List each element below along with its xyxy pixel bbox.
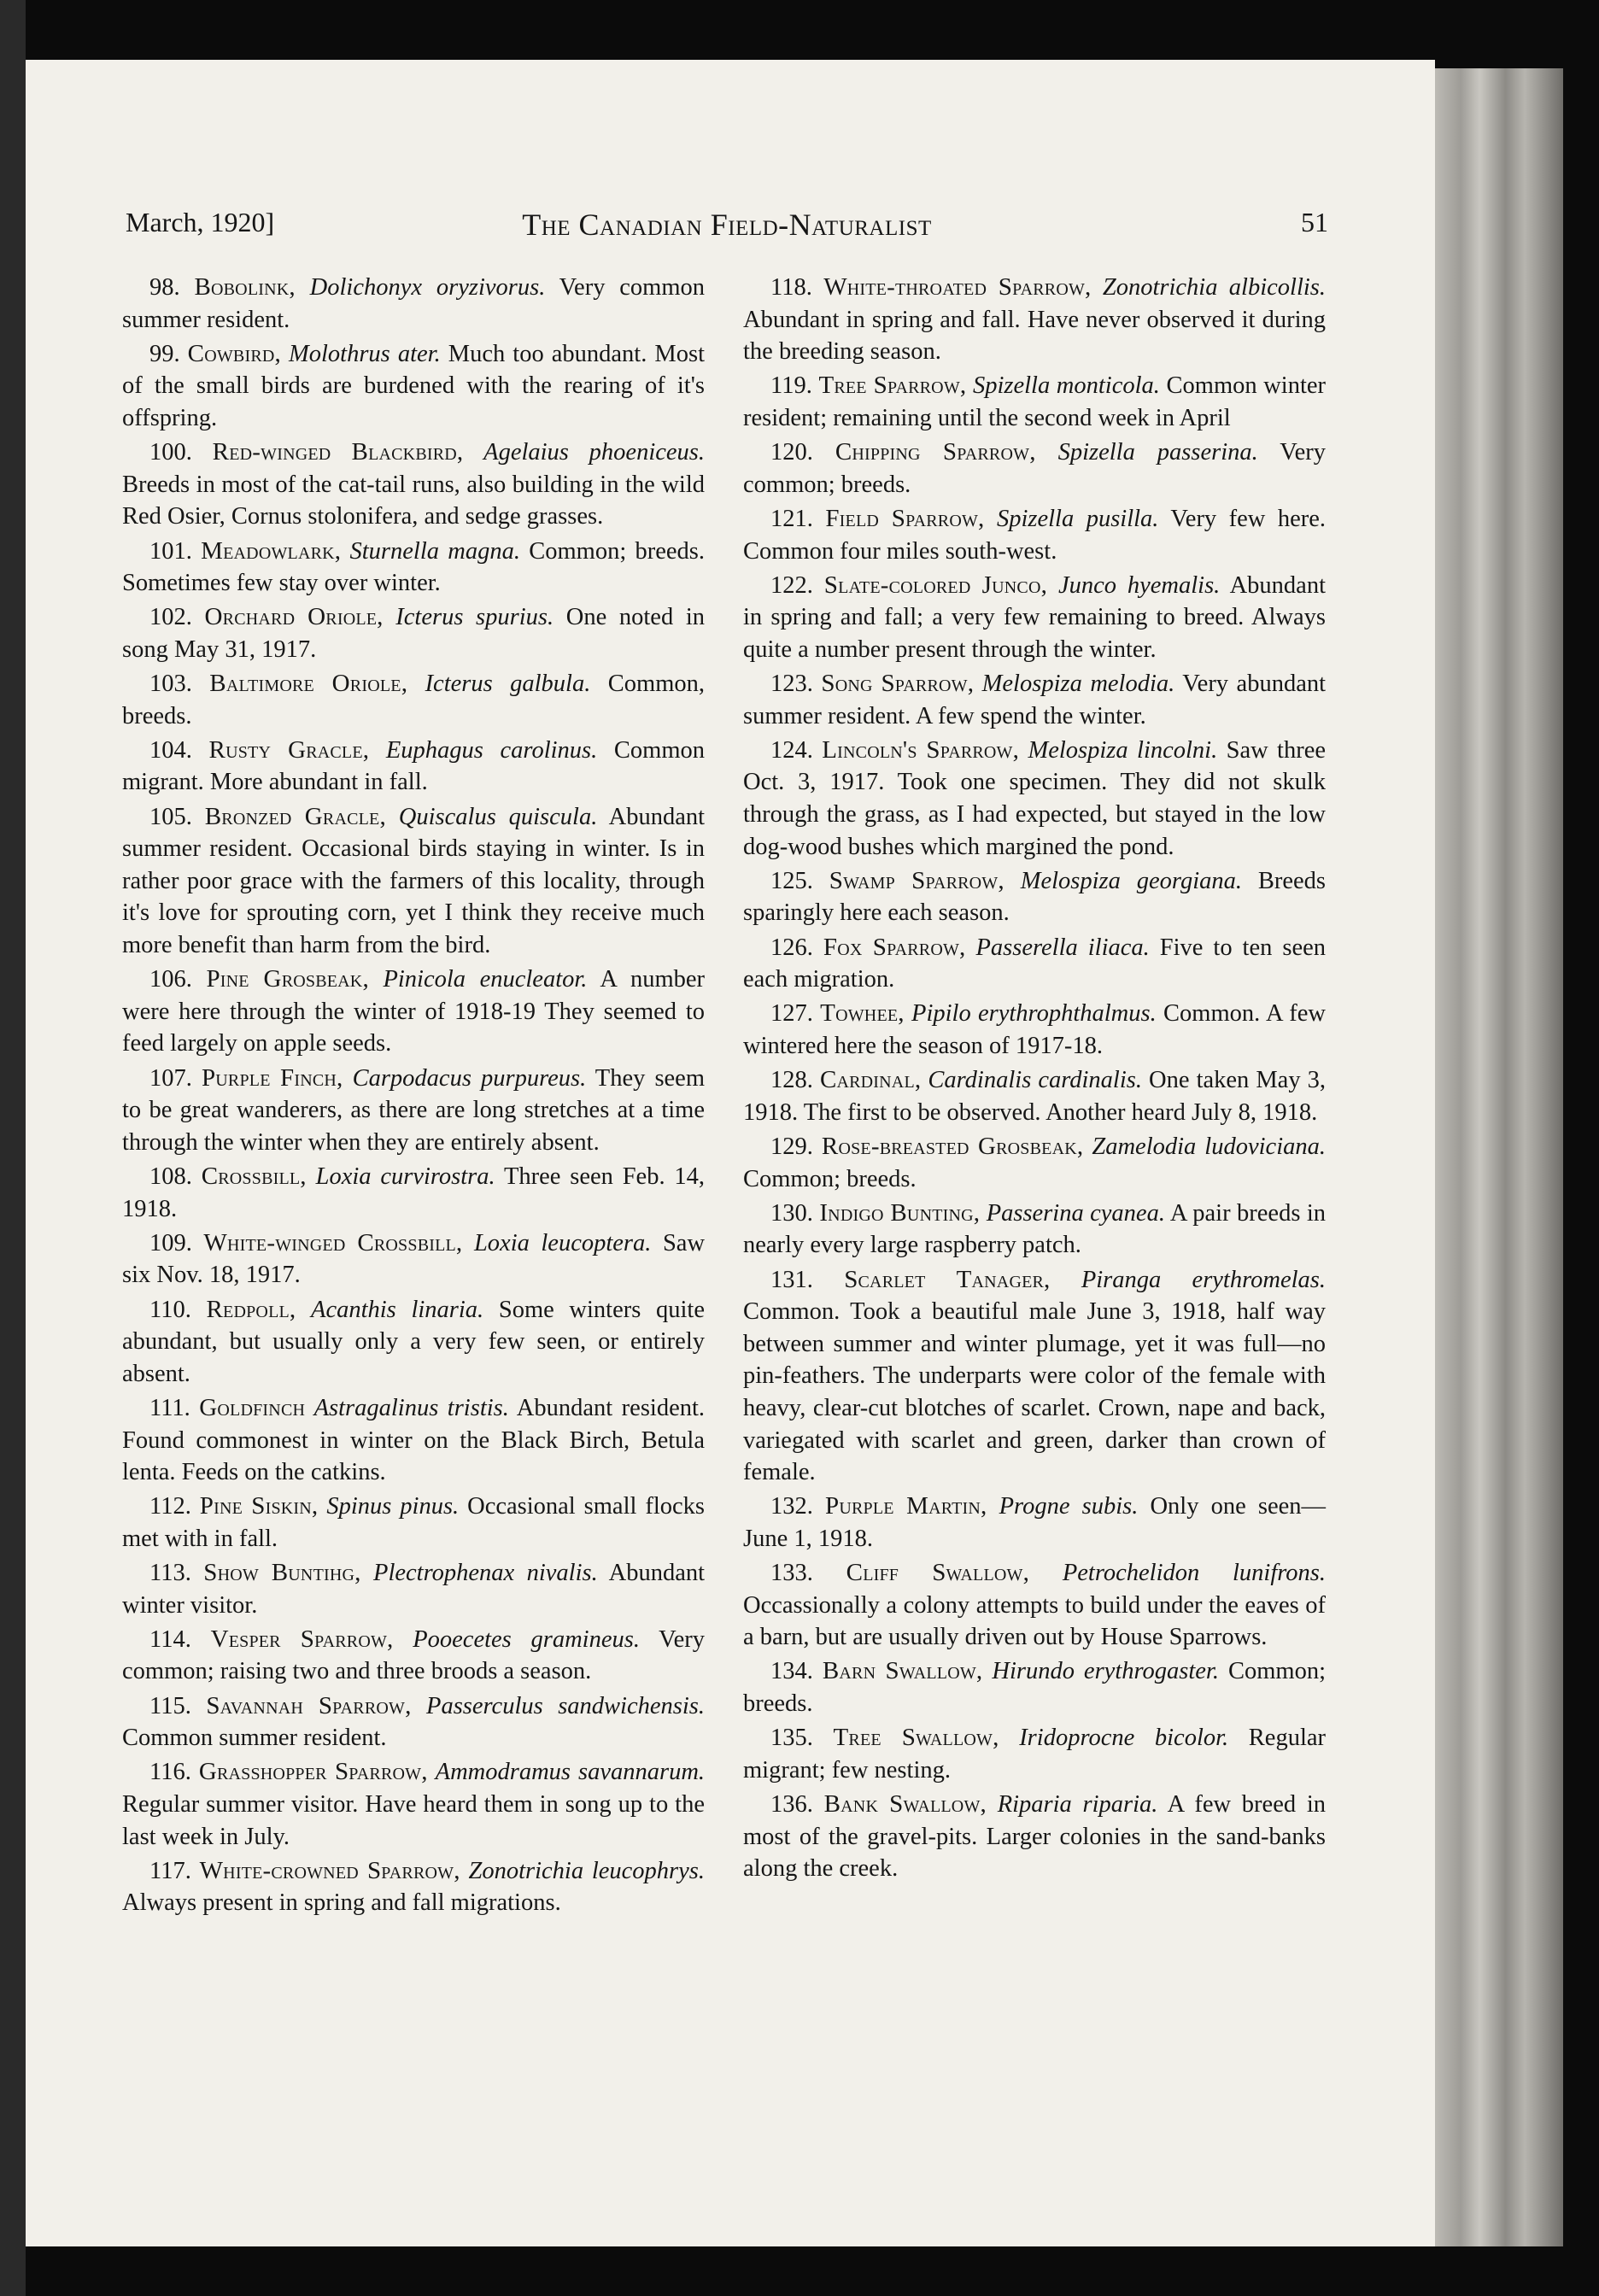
scientific-name: Progne subis. <box>999 1493 1139 1520</box>
entry-number: 128. <box>770 1067 813 1094</box>
scientific-name: Spinus pinus. <box>326 1493 460 1520</box>
entry-number: 136. <box>770 1791 813 1818</box>
entry-number: 126. <box>770 934 813 961</box>
common-name: Swamp Sparrow, <box>829 866 1004 894</box>
common-name: Meadowlark, <box>201 536 342 565</box>
common-name: Bobolink, <box>194 273 296 301</box>
scientific-name: Melospiza georgiana. <box>1020 867 1242 894</box>
right-column <box>743 272 1326 1887</box>
entry-text: Common migrant. More abundant in fall. <box>122 736 706 796</box>
species-entry <box>122 536 705 600</box>
entry-text: One noted in song May 31, 1917. <box>122 604 705 663</box>
species-entry <box>743 1131 1326 1195</box>
common-name: Barn Swallow, <box>822 1657 983 1685</box>
species-entry <box>122 1294 705 1391</box>
scientific-name: Euphagus carolinus. <box>385 736 598 764</box>
left-column <box>122 272 705 1922</box>
species-entry <box>122 1227 705 1292</box>
species-entry <box>743 272 1326 368</box>
common-name: White-crowned Sparrow, <box>199 1856 460 1884</box>
entry-number: 115. <box>149 1692 191 1719</box>
entry-text: A number were here through the winter of 1918-19 They seemed to feed largely on apple seeds. <box>122 966 706 1057</box>
entry-text: Breeds sparingly here each season. <box>743 867 1327 927</box>
entry-number: 125. <box>770 867 813 894</box>
entry-number: 106. <box>149 966 192 993</box>
entry-text: One taken May 3, 1918. The first to be observed. Another heard July 8, 1918. <box>743 1067 1327 1126</box>
common-name: Grasshopper Sparrow, <box>198 1758 428 1786</box>
species-entry <box>122 436 705 533</box>
scientific-name: Agelaius phoeniceus. <box>483 439 706 466</box>
common-name: Song Sparrow, <box>821 670 975 698</box>
species-entry <box>122 1624 705 1688</box>
species-entry <box>743 932 1326 996</box>
species-entry <box>743 1789 1326 1885</box>
entry-text: Breeds in most of the cat-tail runs, also building in the wild Red Osier, Cornus stolonifera, and sedge grasses. <box>122 471 705 530</box>
entry-number: 99. <box>149 340 180 367</box>
species-entry <box>122 1161 705 1225</box>
entry-number: 104. <box>149 736 192 764</box>
scientific-name: Zonotrichia albicollis. <box>1102 274 1327 301</box>
entry-number: 120. <box>770 439 813 466</box>
entry-text: Common; breeds. Sometimes few stay over winter. <box>122 537 706 597</box>
scientific-name: Sturnella magna. <box>349 537 520 565</box>
entry-number: 105. <box>149 803 192 830</box>
entry-text: Very common; raising two and three broods a season. <box>122 1625 705 1685</box>
species-entry <box>122 1491 705 1555</box>
common-name: Field Sparrow, <box>825 504 985 532</box>
species-entry <box>743 1064 1326 1128</box>
species-entry <box>122 1756 705 1853</box>
scientific-name: Spizella pusilla. <box>996 505 1159 532</box>
entry-number: 102. <box>149 604 192 631</box>
common-name: Redpoll, <box>206 1295 296 1323</box>
entry-text: Regular summer visitor. Have heard them in song up to the last week in July. <box>122 1791 705 1850</box>
scientific-name: Hirundo erythrogaster. <box>992 1658 1219 1685</box>
entry-number: 133. <box>770 1560 813 1587</box>
scientific-name: Pooecetes gramineus. <box>413 1625 640 1653</box>
entry-number: 100. <box>149 439 192 466</box>
entry-text: Very common summer resident. <box>122 274 706 333</box>
scientific-name: Plectrophenax nivalis. <box>373 1560 598 1587</box>
common-name: Red-winged Blackbird, <box>212 438 464 466</box>
common-name: Scarlet Tanager, <box>844 1265 1051 1293</box>
header-date: March, 1920] <box>126 207 275 237</box>
common-name: Crossbill, <box>201 1162 307 1190</box>
entry-text: Much too abundant. Most of the small birds are burdened with the rearing of it's offspring. <box>122 340 705 431</box>
species-entry <box>743 865 1326 929</box>
scientific-name: Quiscalus quiscula. <box>398 803 598 830</box>
entry-text: Abundant resident. Found commonest in winter on the Black Birch, Betula lenta. Feeds on the catkins. <box>122 1394 706 1486</box>
common-name: Vesper Sparrow, <box>210 1625 394 1653</box>
entry-number: 103. <box>149 671 192 698</box>
species-entry <box>743 436 1326 501</box>
common-name: Pine Siskin, <box>199 1492 319 1520</box>
entry-text: Five to ten seen each migration. <box>743 934 1326 993</box>
entry-text: Some winters quite abundant, but usually only a very few seen, or entirely absent. <box>122 1296 705 1387</box>
entry-number: 110. <box>149 1296 191 1323</box>
scientific-name: Icterus galbula. <box>425 671 591 698</box>
entry-text: Occasional small flocks met with in fall. <box>122 1493 705 1552</box>
species-entry <box>743 1491 1326 1555</box>
scientific-name: Melospiza melodia. <box>981 671 1175 698</box>
scientific-name: Zamelodia ludoviciana. <box>1092 1133 1326 1160</box>
common-name: Tree Swallow, <box>833 1724 999 1752</box>
species-entry <box>122 1063 705 1159</box>
common-name: Pine Grosbeak, <box>206 965 369 993</box>
entry-text: Abundant in spring and fall. Have never observed it during the breeding season. <box>743 306 1326 366</box>
entry-text: Abundant summer resident. Occasional birds staying in winter. Is in rather poor grace with the farmers of this locality, through it's love for sprouting corn, yet I think they receive much more benefit than harm from the bird. <box>122 803 706 959</box>
entry-number: 107. <box>149 1064 192 1092</box>
entry-number: 117. <box>149 1857 191 1884</box>
common-name: Cowbird, <box>187 339 281 367</box>
scientific-name: Iridoprocne bicolor. <box>1019 1725 1229 1752</box>
scientific-name: Loxia leucoptera. <box>473 1229 652 1256</box>
entry-number: 116. <box>149 1759 191 1786</box>
scientific-name: Petrochelidon lunifrons. <box>1062 1560 1327 1587</box>
scientific-name: Pipilo erythrophthalmus. <box>911 1000 1157 1028</box>
common-name: Rusty Gracle, <box>208 735 370 764</box>
species-entry <box>122 1690 705 1754</box>
entry-number: 129. <box>770 1133 813 1160</box>
common-name: Bronzed Gracle, <box>204 802 386 830</box>
common-name: Bank Swallow, <box>823 1790 987 1818</box>
common-name: Purple Finch, <box>201 1063 343 1092</box>
entry-number: 111. <box>149 1394 190 1421</box>
common-name: Orchard Oriole, <box>204 603 384 631</box>
scientific-name: Passerella iliaca. <box>975 934 1150 961</box>
scientific-name: Dolichonyx oryzivorus. <box>309 274 546 301</box>
common-name: Slate-colored Junco, <box>823 571 1048 599</box>
entry-number: 119. <box>770 372 812 400</box>
species-entry <box>743 570 1326 666</box>
species-entry <box>122 735 705 799</box>
scientific-name: Piranga erythromelas. <box>1081 1266 1326 1293</box>
entry-text: Common. Took a beautiful male June 3, 1918, half way between summer and winter plumage, yet it was full—no pin-feathers. The underparts were color of the female with heavy, clear-cut blotches of scarlet. Crown, nape and back, variegated with scarlet and green, darker than crown of female. <box>743 1298 1326 1486</box>
species-entry <box>743 735 1326 863</box>
species-entry <box>743 370 1326 434</box>
scientific-name: Astragalinus tristis. <box>313 1394 509 1421</box>
species-entry <box>122 601 705 665</box>
entry-number: 134. <box>770 1658 813 1685</box>
entry-number: 108. <box>149 1163 192 1190</box>
species-entry <box>743 503 1326 567</box>
common-name: White-throated Sparrow, <box>823 273 1092 301</box>
entry-text: Saw six Nov. 18, 1917. <box>122 1229 706 1289</box>
scientific-name: Spizella monticola. <box>972 372 1160 400</box>
species-entry <box>743 1198 1326 1262</box>
entry-text: Abundant winter visitor. <box>122 1560 706 1619</box>
species-entry <box>743 1557 1326 1654</box>
species-entry <box>122 964 705 1060</box>
entry-number: 112. <box>149 1493 191 1520</box>
scientific-name: Passerina cyanea. <box>986 1199 1165 1227</box>
entry-number: 121. <box>770 505 813 532</box>
common-name: White-winged Crossbill, <box>203 1228 463 1256</box>
species-entry <box>122 1557 705 1621</box>
scientific-name: Melospiza lincolni. <box>1028 736 1218 764</box>
common-name: Lincoln's Sparrow, <box>822 735 1020 764</box>
entry-number: 123. <box>770 671 813 698</box>
common-name: Savannah Sparrow, <box>206 1691 412 1719</box>
entry-text: They seem to be great wanderers, as there are long stretches at a time through the winter when they are entirely absent. <box>122 1064 706 1156</box>
common-name: Goldfinch <box>199 1393 306 1421</box>
species-entry <box>122 1392 705 1489</box>
entry-text: Occassionally a colony attempts to build under the eaves of a barn, but are usually driven out by House Sparrows. <box>743 1591 1326 1651</box>
entry-text: Common, breeds. <box>122 671 705 729</box>
entry-text: Regular migrant; few nesting. <box>743 1725 1327 1784</box>
scientific-name: Spizella passerina. <box>1057 439 1258 466</box>
species-entry <box>743 1655 1326 1719</box>
species-entry <box>743 668 1326 732</box>
common-name: Rose-breasted Grosbeak, <box>821 1132 1084 1160</box>
common-name: Fox Sparrow, <box>823 933 966 961</box>
common-name: Baltimore Oriole, <box>209 670 408 698</box>
species-entry <box>122 338 705 435</box>
entry-text: Very common; breeds. <box>743 439 1327 498</box>
entry-text: Common; breeds. <box>743 1165 917 1192</box>
entry-text: Very few here. Common four miles south-west. <box>743 505 1327 565</box>
page-number: 51 <box>1301 207 1328 237</box>
scientific-name: Junco hyemalis. <box>1057 571 1221 599</box>
scientific-name: Icterus spurius. <box>395 604 554 631</box>
entry-number: 98. <box>149 274 180 301</box>
scientific-name: Loxia curvirostra. <box>315 1163 495 1190</box>
species-entry <box>122 668 705 732</box>
entry-text: Common. A few wintered here the season of 1917-18. <box>743 1000 1326 1059</box>
entry-number: 122. <box>770 571 813 599</box>
entry-number: 130. <box>770 1199 813 1227</box>
scientific-name: Ammodramus savannarum. <box>435 1759 706 1786</box>
common-name: Towhee, <box>820 999 905 1028</box>
scientific-name: Zonotrichia leucophrys. <box>468 1857 706 1884</box>
species-entry <box>122 272 705 336</box>
scientific-name: Riparia riparia. <box>997 1791 1158 1818</box>
entry-text: Only one seen—June 1, 1918. <box>743 1493 1327 1552</box>
common-name: Tree Sparrow, <box>818 372 967 400</box>
entry-text: A few breed in most of the gravel-pits. Larger colonies in the sand-banks along the creek. <box>743 1791 1326 1883</box>
scientific-name: Molothrus ater. <box>289 340 441 367</box>
entry-text: Saw three Oct. 3, 1917. Took one specimen. They did not skulk through the grass, as I had expected, but stayed in the low dog-wood bushes which margined the pond. <box>743 736 1327 860</box>
scientific-name: Pinicola enucleator. <box>383 966 588 993</box>
book-binding <box>0 0 26 2296</box>
common-name: Show Buntihg, <box>203 1559 361 1587</box>
entry-number: 131. <box>770 1266 813 1293</box>
common-name: Cliff Swallow, <box>846 1559 1030 1587</box>
entry-number: 124. <box>770 736 813 764</box>
species-entry <box>122 801 705 962</box>
scientific-name: Cardinalis cardinalis. <box>928 1067 1142 1094</box>
entry-number: 132. <box>770 1493 813 1520</box>
common-name: Purple Martin, <box>825 1492 987 1520</box>
scientific-name: Acanthis linaria. <box>311 1296 484 1323</box>
entry-text: Common; breeds. <box>743 1658 1326 1718</box>
entry-text: A pair breeds in nearly every large raspberry patch. <box>743 1199 1327 1259</box>
entry-number: 101. <box>149 537 192 565</box>
common-name: Cardinal, <box>819 1066 922 1094</box>
entry-text: Abundant in spring and fall; a very few remaining to breed. Always quite a number present through the winter. <box>743 571 1326 663</box>
common-name: Indigo Bunting, <box>819 1198 981 1227</box>
entry-number: 118. <box>770 274 812 301</box>
scientific-name: Carpodacus purpureus. <box>352 1064 587 1092</box>
entry-number: 113. <box>149 1560 191 1587</box>
entry-text: Three seen Feb. 14, 1918. <box>122 1163 706 1222</box>
species-entry <box>743 998 1326 1062</box>
journal-title: The Canadian Field-Naturalist <box>522 208 932 242</box>
page-edges <box>1435 68 1563 2246</box>
entry-text: Very abundant summer resident. A few spend the winter. <box>743 671 1327 729</box>
species-entry <box>122 1855 705 1919</box>
entry-number: 114. <box>149 1625 191 1653</box>
entry-text: Common summer resident. <box>122 1725 387 1752</box>
scientific-name: Passerculus sandwichensis. <box>426 1692 705 1719</box>
species-entry <box>743 1722 1326 1786</box>
entry-number: 135. <box>770 1725 813 1752</box>
common-name: Chipping Sparrow, <box>835 438 1036 466</box>
entry-number: 127. <box>770 1000 813 1028</box>
running-header <box>126 207 1328 246</box>
species-entry <box>743 1264 1326 1489</box>
entry-number: 109. <box>149 1229 192 1256</box>
entry-text: Common winter resident; remaining until the second week in April <box>743 372 1327 431</box>
entry-text: Always present in spring and fall migrations. <box>122 1889 561 1917</box>
